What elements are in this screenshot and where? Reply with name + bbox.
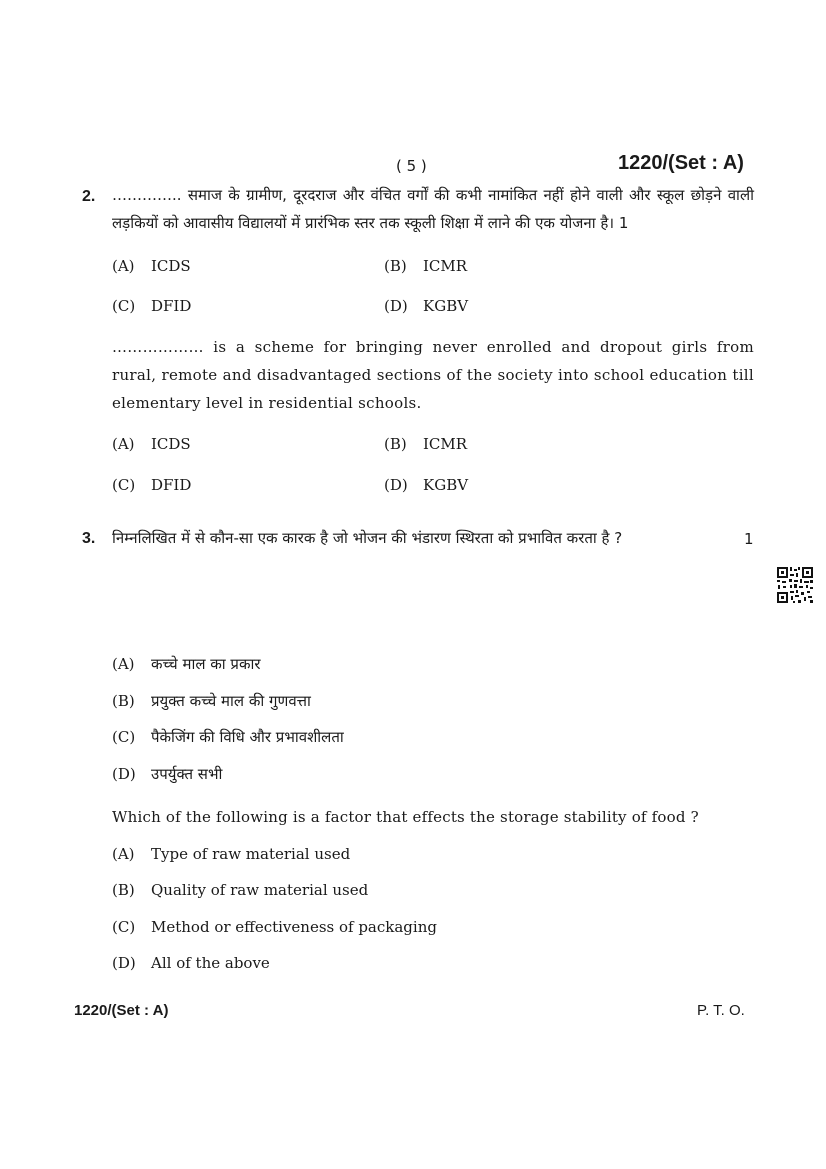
q2-english-option-c bbox=[112, 476, 191, 494]
q2-hindi-option-d bbox=[384, 297, 468, 315]
option-text: पैकेजिंग की विधि और प्रभावशीलता bbox=[151, 728, 344, 746]
option-text: ICDS bbox=[151, 257, 191, 275]
option-label: (A) bbox=[112, 655, 135, 673]
option-label: (B) bbox=[384, 257, 407, 275]
q3-english-option-c bbox=[112, 918, 437, 936]
question-3-marks: 1 bbox=[744, 530, 754, 548]
option-label: (C) bbox=[112, 297, 136, 315]
option-label: (D) bbox=[384, 297, 408, 315]
option-label: (C) bbox=[112, 476, 136, 494]
q3-hindi-option-a bbox=[112, 654, 261, 674]
question-3-number: 3. bbox=[82, 530, 96, 547]
option-text: DFID bbox=[151, 297, 192, 315]
paper-code-footer: 1220/(Set : A) bbox=[74, 1002, 169, 1019]
option-text: उपर्युक्त सभी bbox=[151, 765, 223, 783]
option-label: (A) bbox=[112, 435, 135, 453]
q2-hindi-option-a bbox=[112, 257, 191, 275]
option-text: ICDS bbox=[151, 435, 191, 453]
page-number: ( 5 ) bbox=[396, 157, 427, 175]
pto-label: P. T. O. bbox=[697, 1002, 745, 1019]
q3-english-option-b bbox=[112, 881, 368, 899]
option-label: (C) bbox=[112, 728, 136, 746]
q2-english-option-d bbox=[384, 476, 468, 494]
option-text: ICMR bbox=[423, 257, 468, 275]
option-label: (C) bbox=[112, 918, 136, 936]
option-text: Method or effectiveness of packaging bbox=[151, 918, 437, 936]
option-text: कच्चे माल का प्रकार bbox=[151, 655, 261, 673]
q2-hindi-option-c bbox=[112, 297, 191, 315]
option-label: (D) bbox=[112, 954, 136, 972]
q3-english-option-d bbox=[112, 954, 270, 972]
question-3-hindi-text: निम्नलिखित में से कौन-सा एक कारक है जो भोजन की भंडारण स्थिरता को प्रभावित करता है ? bbox=[112, 529, 623, 547]
q2-hindi-option-b bbox=[384, 257, 467, 275]
option-text: KGBV bbox=[423, 476, 469, 494]
option-text: Type of raw material used bbox=[151, 845, 351, 863]
option-label: (B) bbox=[112, 692, 135, 710]
option-text: DFID bbox=[151, 476, 192, 494]
option-text: Quality of raw material used bbox=[151, 881, 369, 899]
qr-code-icon bbox=[776, 566, 814, 604]
q2-english-option-a bbox=[112, 435, 191, 453]
option-label: (B) bbox=[384, 435, 407, 453]
option-label: (D) bbox=[112, 765, 136, 783]
option-text: All of the above bbox=[151, 954, 270, 972]
option-label: (A) bbox=[112, 257, 135, 275]
question-3-english-text: Which of the following is a factor that effects the storage stability of food ? bbox=[112, 808, 699, 826]
option-label: (A) bbox=[112, 845, 135, 863]
question-2-number: 2. bbox=[82, 188, 96, 205]
option-label: (D) bbox=[384, 476, 408, 494]
question-2-english-text: ……………… is a scheme for bringing never enrolled and dropout girls from rural, remote and disadvantaged sections of the society into school education till elementary level in residential schools. bbox=[112, 338, 754, 412]
paper-code-header: 1220/(Set : A) bbox=[618, 152, 744, 174]
q3-english-option-a bbox=[112, 845, 350, 863]
option-text: KGBV bbox=[423, 297, 469, 315]
option-label: (B) bbox=[112, 881, 135, 899]
question-2-hindi-text: ………….. समाज के ग्रामीण, दूरदराज और वंचित वर्गों की कभी नामांकित नहीं होने वाली और स्कूल छोड़ने वाली लड़कियों को आवासीय विद्यालयों में प्रारंभिक स्तर तक स्कूली शिक्षा में लाने की एक योजना है। 1 bbox=[112, 186, 754, 232]
q3-hindi-option-c bbox=[112, 727, 344, 747]
q3-hindi-option-b bbox=[112, 691, 311, 711]
q3-hindi-option-d bbox=[112, 764, 222, 784]
option-text: प्रयुक्त कच्चे माल की गुणवत्ता bbox=[151, 692, 311, 710]
q2-english-option-b bbox=[384, 435, 467, 453]
option-text: ICMR bbox=[423, 435, 468, 453]
